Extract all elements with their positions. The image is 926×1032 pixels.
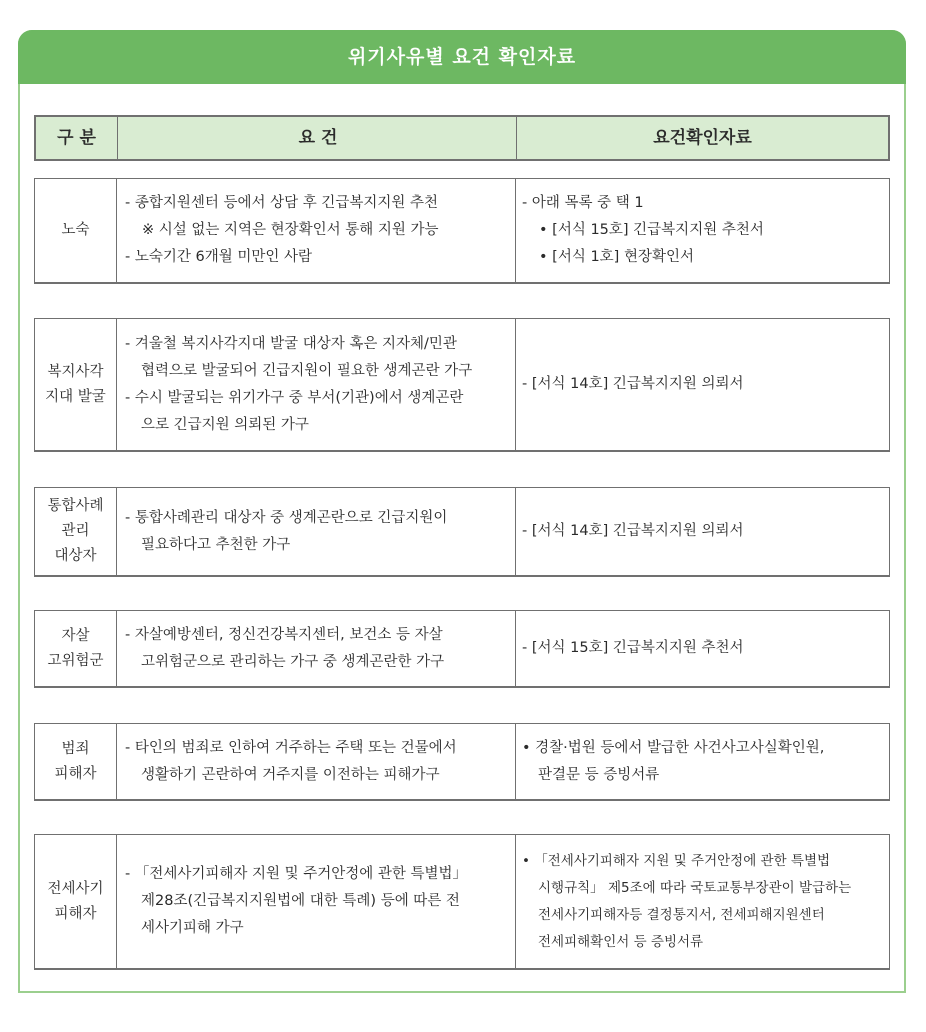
requirement-line: - 종합지원센터 등에서 상담 후 긴급복지지원 추천 (125, 195, 439, 211)
category-line: 고위험군 (47, 652, 104, 669)
header-requirements: 요 건 (118, 117, 517, 159)
table-header (34, 115, 890, 161)
row-requirements (117, 319, 516, 450)
requirement-line: - 수시 발굴되는 위기가구 중 부서(기관)에서 생계곤란 (125, 389, 464, 406)
requirement-line: - 노숙기간 6개월 미만인 사람 (125, 249, 312, 265)
requirement-line: 으로 긴급지원 의뢰된 가구 (141, 416, 309, 433)
row-requirements (117, 611, 516, 686)
row-documents (516, 488, 889, 575)
requirement-line: 제28조(긴급복지지원법에 대한 특례) 등에 따른 전 (141, 893, 460, 909)
requirement-line: 생활하기 곤란하여 거주지를 이전하는 피해가구 (141, 766, 440, 783)
requirement-line: - 자살예방센터, 정신건강복지센터, 보건소 등 자살 (125, 626, 443, 643)
category-line: 대상자 (54, 548, 97, 564)
header-documents: 요건확인자료 (653, 127, 752, 148)
row-documents (516, 724, 889, 799)
category-line: 자살 (61, 627, 90, 644)
document-line: • 경찰·법원 등에서 발급한 사건사고사실확인원, (522, 739, 825, 756)
table-row (34, 834, 890, 970)
row-documents (516, 835, 889, 968)
category-line: 피해자 (54, 765, 97, 782)
panel-title: 위기사유별 요건 확인자료 (18, 30, 906, 84)
category-line: 전세사기 (47, 880, 104, 897)
requirement-line: - 타인의 범죄로 인하여 거주하는 주택 또는 건물에서 (125, 739, 457, 756)
document-line: • [서식 1호] 현장확인서 (539, 249, 694, 265)
row-documents (516, 179, 889, 282)
table-row (34, 487, 890, 577)
requirement-line: - 「전세사기피해자 지원 및 주거안정에 관한 특별법」 (125, 866, 468, 882)
requirement-line: 세사기피해 가구 (141, 920, 244, 936)
table-row (34, 610, 890, 688)
row-requirements (117, 835, 516, 968)
category-line: 관리 (61, 523, 90, 539)
table-row (34, 178, 890, 284)
document-line: 판결문 등 증빙서류 (538, 766, 660, 783)
category-line: 범죄 (61, 740, 90, 757)
category-line: 지대 발굴 (45, 388, 106, 405)
row-requirements (117, 724, 516, 799)
row-documents (516, 319, 889, 450)
document-line: 전세사기피해자등 결정통지서, 전세피해지원센터 (538, 906, 825, 923)
requirement-line: - 통합사례관리 대상자 중 생계곤란으로 긴급지원이 (125, 509, 448, 526)
category-line: 통합사례 (47, 498, 104, 514)
category-line: 피해자 (54, 905, 97, 922)
document-line: • 「전세사기피해자 지원 및 주거안정에 관한 특별법 (522, 852, 831, 869)
row-requirements (117, 488, 516, 575)
document-line: - [서식 14호] 긴급복지지원 의뢰서 (522, 523, 744, 539)
row-category (35, 724, 117, 799)
document-line: 전세피해확인서 등 증빙서류 (538, 933, 704, 950)
requirement-line: 고위험군으로 관리하는 가구 중 생계곤란한 가구 (141, 653, 445, 670)
row-documents (516, 611, 889, 686)
category-line: 복지사각 (47, 363, 104, 380)
document-line: - [서식 14호] 긴급복지지원 의뢰서 (522, 376, 744, 392)
row-category (35, 319, 117, 450)
document-line: - [서식 15호] 긴급복지지원 추천서 (522, 640, 744, 656)
requirement-line: ※ 시설 없는 지역은 현장확인서 통해 지원 가능 (142, 222, 439, 238)
row-category (35, 488, 117, 575)
header-category: 구 분 (36, 117, 118, 159)
document-line: 시행규칙」 제5조에 따라 국토교통부장관이 발급하는 (538, 879, 852, 896)
document-line: - 아래 목록 중 택 1 (522, 195, 644, 211)
row-category (35, 611, 117, 686)
document-line: • [서식 15호] 긴급복지지원 추천서 (539, 222, 764, 238)
row-requirements (117, 179, 516, 282)
table-row (34, 723, 890, 801)
table-row (34, 318, 890, 452)
category-line: 노숙 (61, 222, 90, 238)
requirement-line: - 겨울철 복지사각지대 발굴 대상자 혹은 지자체/민관 (125, 335, 457, 352)
requirement-line: 협력으로 발굴되어 긴급지원이 필요한 생계곤란 가구 (141, 362, 473, 379)
row-category (35, 835, 117, 968)
requirement-line: 필요하다고 추천한 가구 (141, 536, 291, 553)
row-category (35, 179, 117, 282)
